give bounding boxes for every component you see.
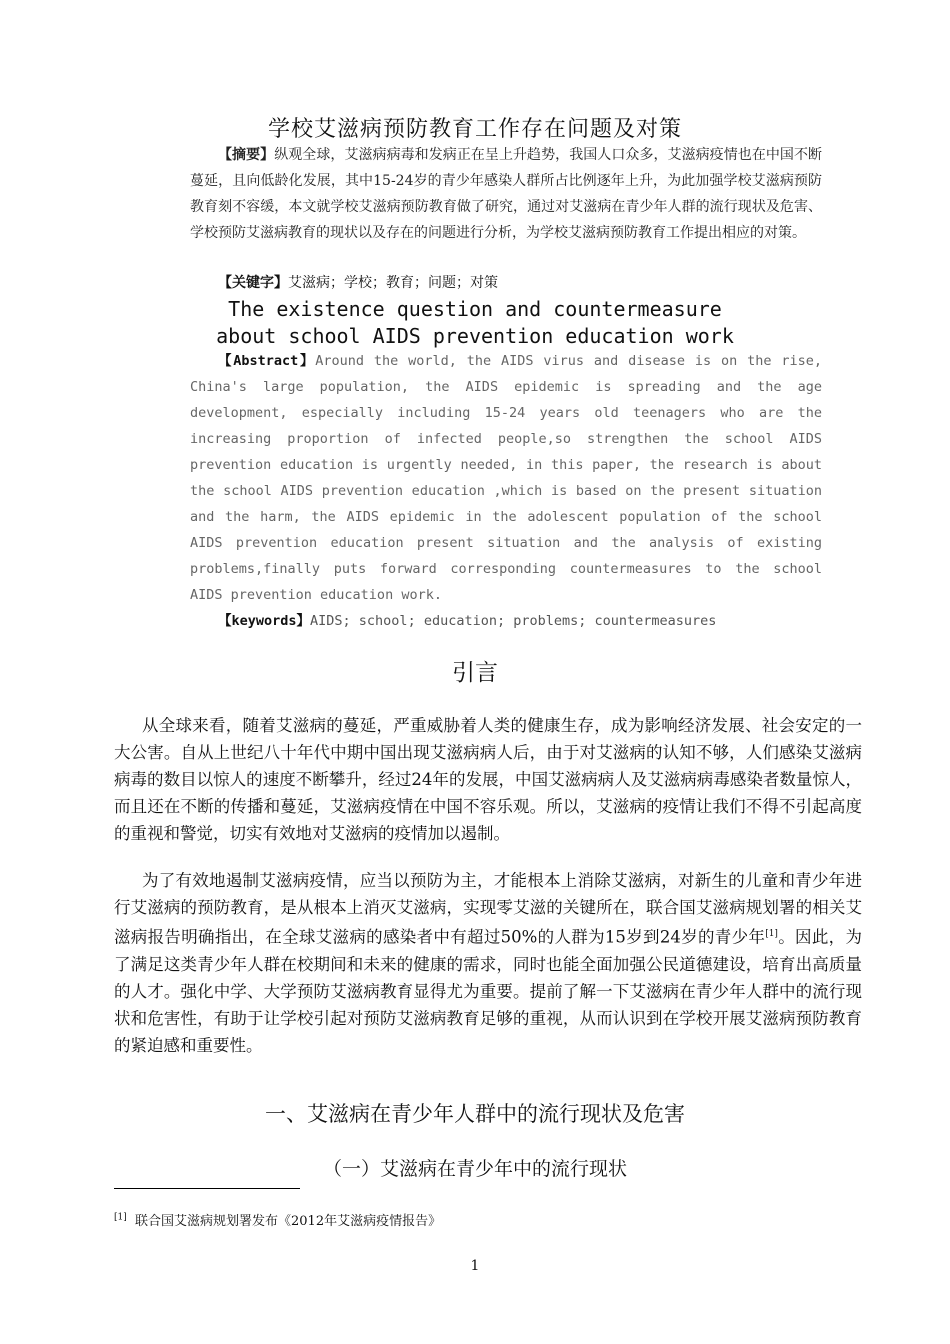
document-title: 学校艾滋病预防教育工作存在问题及对策 [267, 117, 682, 142]
english-abstract-tag: 【Abstract】 [218, 353, 316, 369]
paragraph-2-part2: 。因此，为了满足这类青少年人群在校期间和未来的健康的需求，同时也能全面加强公民道德建设，培育出高质量的人才。强化中学、大学预防艾滋病教育显得尤为重要。提前了解一下艾滋病在青少年人群中的流行现状和危害性，有助于让学校引起对预防艾滋病教育足够的重视，从而认识到在学校开展艾滋病预防教育的紧迫感和重要性。 [114, 927, 862, 1055]
english-title-line2: about school AIDS prevention education work [216, 324, 734, 348]
footnote-text: 联合国艾滋病规划署发布《2012年艾滋病疫情报告》 [135, 1214, 442, 1229]
paragraph-2-part1: 为了有效地遏制艾滋病疫情，应当以预防为主，才能根本上消除艾滋病，对新生的儿童和青少年进行艾滋病的预防教育，是从根本上消灭艾滋病，实现零艾滋的关键所在，联合国艾滋病规划署的相关艾滋病报告明确指出，在全球艾滋病的感染者中有超过50%的人群为15岁到24岁的青少年 [114, 871, 862, 947]
english-title [0, 296, 950, 350]
english-keywords-text: AIDS; school; education; problems; countermeasures [310, 613, 717, 629]
english-abstract [190, 348, 822, 608]
abstract-text: 纵观全球，艾滋病病毒和发病正在呈上升趋势，我国人口众多，艾滋病疫情也在中国不断蔓延，且向低龄化发展，其中15-24岁的青少年感染人群所占比例逐年上升，为此加强学校艾滋病预防教育刻不容缓，本文就学校艾滋病预防教育做了研究，通过对艾滋病在青少年人群的流行现状及危害、学校预防艾滋病教育的现状以及存在的问题进行分析，为学校艾滋病预防教育工作提出相应的对策。 [190, 147, 823, 241]
chinese-keywords [190, 270, 822, 296]
paragraph-2 [114, 867, 862, 1059]
page-number: 1 [470, 1258, 480, 1274]
keywords-text: 艾滋病；学校；教育；问题；对策 [288, 275, 498, 291]
chinese-abstract [190, 142, 822, 246]
english-abstract-text: Around the world, the AIDS virus and disease is on the rise, China's large population, the AIDS epidemic is spreading and the age development, especially including 15-24 years old teenagers who are the increasing proportion of infected people,so strengthen the school AIDS prevention education is urgently needed, in this paper, the research is about the school AIDS prevention education ,which is based on the present situation and the harm, the AIDS epidemic in the adolescent population of the school AIDS prevention education present situation and the analysis of existing problems,finally puts forward corresponding countermeasures to the school AIDS prevention education work. [190, 353, 822, 603]
intro-heading: 引言 [452, 660, 498, 686]
section-1-1-heading: （一）艾滋病在青少年中的流行现状 [322, 1158, 627, 1180]
footnote-divider [114, 1188, 300, 1189]
footnote-marker: [1] [114, 1212, 127, 1223]
footnote-reference[interactable]: [1] [765, 929, 778, 939]
abstract-tag: 【摘要】 [218, 147, 275, 163]
english-keywords-tag: 【keywords】 [218, 613, 311, 629]
section-1-heading: 一、艾滋病在青少年人群中的流行现状及危害 [265, 1102, 685, 1126]
english-keywords [190, 608, 822, 634]
keywords-tag: 【关键字】 [218, 275, 288, 291]
paragraph-1: 从全球来看，随着艾滋病的蔓延，严重威胁着人类的健康生存，成为影响经济发展、社会安定的一大公害。自从上世纪八十年代中期中国出现艾滋病病人后，由于对艾滋病的认知不够，人们感染艾滋病病毒的数目以惊人的速度不断攀升，经过24年的发展，中国艾滋病病人及艾滋病病毒感染者数量惊人，而且还在不断的传播和蔓延，艾滋病疫情在中国不容乐观。所以，艾滋病的疫情让我们不得不引起高度的重视和警觉，切实有效地对艾滋病的疫情加以遏制。 [114, 716, 862, 843]
footnote [114, 1210, 441, 1229]
english-title-line1: The existence question and countermeasure [228, 297, 722, 321]
